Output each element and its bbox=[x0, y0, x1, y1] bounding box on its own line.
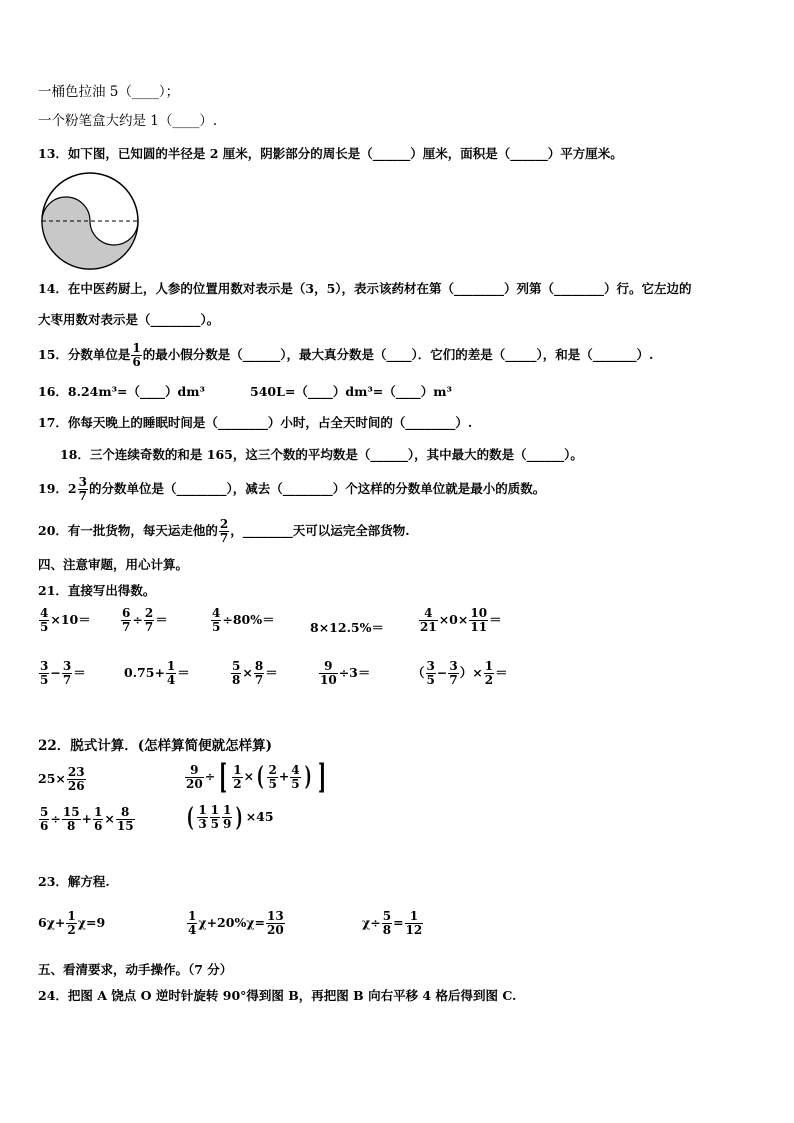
numerator: 1 bbox=[198, 803, 207, 817]
numerator: 23 bbox=[67, 765, 85, 779]
numerator: 3 bbox=[449, 659, 458, 673]
expr-mid: χ+20%χ= bbox=[198, 915, 266, 930]
q21-item-10 bbox=[412, 660, 508, 687]
q19-prefix: 19．2 bbox=[38, 481, 77, 496]
fraction bbox=[254, 660, 264, 687]
operator: ×0× bbox=[438, 612, 469, 627]
fraction bbox=[39, 660, 49, 687]
q22-expr-c bbox=[38, 806, 136, 833]
numerator: 10 bbox=[470, 606, 488, 620]
fraction bbox=[266, 910, 285, 937]
fraction bbox=[67, 766, 86, 793]
numerator: 4 bbox=[291, 762, 300, 777]
expr-text: 8×12.5%＝ bbox=[310, 620, 384, 635]
expr-text: ÷3＝ bbox=[338, 665, 371, 680]
fraction bbox=[419, 607, 438, 634]
fraction bbox=[93, 806, 103, 833]
fraction bbox=[210, 804, 220, 831]
expr-text: ＝ bbox=[495, 665, 508, 680]
left-paren: ( bbox=[186, 802, 194, 833]
numerator: 3 bbox=[62, 659, 72, 673]
q20-prefix: 20．有一批货物，每天运走他的 bbox=[38, 523, 218, 538]
expr-text: ＝ bbox=[155, 612, 168, 627]
numerator: 5 bbox=[382, 909, 392, 923]
q21-item-5 bbox=[418, 607, 502, 634]
operator: ÷ bbox=[204, 768, 216, 784]
denominator: 20 bbox=[186, 776, 203, 791]
denominator: 4 bbox=[188, 923, 197, 937]
denominator: 5 bbox=[268, 776, 277, 791]
denominator: 3 bbox=[198, 817, 207, 831]
fraction bbox=[121, 607, 131, 634]
numerator: 1 bbox=[223, 803, 232, 817]
expr-prefix: 6χ+ bbox=[38, 915, 66, 930]
operator: ÷ bbox=[132, 612, 143, 627]
q21-item-6 bbox=[38, 660, 86, 687]
fraction bbox=[62, 806, 81, 833]
question-15 bbox=[38, 342, 653, 369]
operator: × bbox=[242, 665, 253, 680]
numerator: 4 bbox=[40, 606, 49, 620]
numerator: 4 bbox=[419, 607, 438, 621]
question-19 bbox=[38, 476, 545, 503]
numerator: 1 bbox=[166, 659, 176, 673]
numerator: 3 bbox=[426, 659, 435, 673]
numerator: 2 bbox=[144, 606, 154, 620]
denominator: 5 bbox=[426, 673, 435, 687]
numerator: 13 bbox=[267, 909, 284, 923]
q21-item-4 bbox=[310, 618, 384, 636]
fraction bbox=[39, 607, 49, 634]
numerator: 3 bbox=[78, 475, 87, 489]
denominator: 6 bbox=[40, 819, 49, 833]
q21-item-9 bbox=[318, 660, 370, 687]
numerator: 1 bbox=[210, 803, 220, 817]
numerator: 1 bbox=[484, 659, 494, 673]
question-17: 17．你每天晚上的睡眠时间是（________）小时，占全天时间的（________）. bbox=[38, 415, 473, 430]
q21-item-8 bbox=[230, 660, 278, 687]
expr-prefix: 0.75+ bbox=[124, 665, 165, 680]
numerator: 5 bbox=[40, 805, 49, 819]
denominator: 4 bbox=[166, 673, 176, 687]
q23-equation-3 bbox=[362, 910, 424, 937]
fraction bbox=[66, 910, 76, 937]
numerator: 9 bbox=[319, 660, 338, 674]
denominator: 20 bbox=[267, 923, 284, 937]
expr-prefix: （ bbox=[412, 665, 425, 680]
expr-text: ＝ bbox=[177, 665, 190, 680]
denominator: 7 bbox=[122, 620, 131, 634]
denominator: 2 bbox=[484, 673, 494, 687]
right-paren: ) bbox=[304, 762, 312, 792]
denominator: 11 bbox=[470, 620, 488, 634]
numerator: 1 bbox=[94, 805, 103, 819]
question-14: 14．在中医药厨上，人参的位置用数对表示是（3，5），表示该药材在第（________）列第（________）行。它左边的 bbox=[38, 281, 692, 296]
expr-suffix: χ=9 bbox=[77, 915, 106, 930]
q19-suffix: 的分数单位是（________），减去（________）个这样的分数单位就是最小的质数。 bbox=[88, 481, 546, 496]
numerator: 1 bbox=[233, 762, 242, 777]
denominator: 5 bbox=[212, 620, 221, 634]
fraction bbox=[231, 660, 241, 687]
denominator: 2 bbox=[233, 776, 242, 791]
fraction bbox=[222, 804, 232, 831]
fraction bbox=[197, 804, 207, 831]
numerator: 6 bbox=[122, 606, 131, 620]
q21-item-7 bbox=[124, 660, 190, 687]
fraction bbox=[185, 764, 204, 791]
fraction bbox=[232, 764, 242, 791]
denominator: 15 bbox=[116, 819, 134, 833]
left-paren: ( bbox=[256, 762, 264, 792]
q22-expr-a bbox=[38, 766, 87, 793]
fraction bbox=[78, 476, 88, 503]
fraction bbox=[39, 806, 49, 833]
numerator: 5 bbox=[232, 659, 241, 673]
numerator: 4 bbox=[212, 606, 221, 620]
fraction bbox=[469, 607, 488, 634]
denominator: 10 bbox=[320, 673, 337, 687]
denominator: 8 bbox=[382, 923, 392, 937]
numerator: 8 bbox=[116, 806, 135, 820]
fraction bbox=[382, 910, 392, 937]
denominator: 7 bbox=[144, 620, 154, 634]
denominator: 6 bbox=[94, 819, 103, 833]
denominator: 2 bbox=[67, 923, 76, 937]
fraction bbox=[131, 342, 141, 369]
operator: × bbox=[243, 768, 255, 784]
line-oil: 一桶色拉油 5（____）； bbox=[38, 84, 180, 100]
denominator: 26 bbox=[67, 779, 85, 793]
expr-prefix: 25× bbox=[38, 771, 66, 786]
question-21: 21．直接写出得数。 bbox=[38, 583, 156, 598]
denominator: 8 bbox=[232, 673, 241, 687]
q15-prefix: 15．分数单位是 bbox=[38, 347, 131, 362]
fraction bbox=[426, 660, 436, 687]
question-13: 13．如下图，已知圆的半径是 2 厘米，阴影部分的周长是（______）厘米，面积是（______）平方厘米。 bbox=[38, 146, 623, 161]
q21-item-2 bbox=[120, 607, 168, 634]
right-bracket: ] bbox=[317, 757, 327, 797]
operator: + bbox=[81, 811, 93, 826]
numerator: 15 bbox=[62, 805, 80, 819]
question-14-cont: 大枣用数对表示是（________）。 bbox=[38, 312, 220, 327]
fraction bbox=[484, 660, 494, 687]
denominator: 7 bbox=[254, 673, 264, 687]
expr-text: ×10＝ bbox=[50, 612, 91, 627]
numerator: 1 bbox=[67, 909, 76, 923]
q15-suffix: 的最小假分数是（______），最大真分数是（____）．它们的差是（_____），和是（_______）. bbox=[142, 347, 654, 362]
section-5-heading: 五、看清要求，动手操作。（7 分） bbox=[38, 962, 233, 977]
fraction bbox=[62, 660, 72, 687]
question-16-part2: 540L=（____）dm³=（____）m³ bbox=[250, 384, 452, 399]
numerator: 3 bbox=[40, 659, 49, 673]
q22-expr-d bbox=[184, 804, 274, 831]
circle-figure bbox=[38, 172, 142, 272]
fraction bbox=[211, 607, 221, 634]
q23-equation-2 bbox=[186, 910, 286, 937]
numerator: 1 bbox=[405, 910, 424, 924]
q23-equation-1 bbox=[38, 910, 105, 937]
fraction bbox=[166, 660, 176, 687]
expr-text: ＝ bbox=[489, 612, 502, 627]
denominator: 21 bbox=[420, 620, 437, 634]
question-22: 22．脱式计算．(怎样算简便就怎样算) bbox=[38, 738, 273, 754]
fraction bbox=[319, 660, 338, 687]
fraction bbox=[219, 518, 229, 545]
denominator: 7 bbox=[449, 673, 458, 687]
fraction bbox=[116, 806, 135, 833]
expr-text: ＝ bbox=[265, 665, 278, 680]
denominator: 6 bbox=[132, 355, 141, 369]
operator: × bbox=[104, 811, 115, 826]
question-23: 23．解方程. bbox=[38, 874, 110, 889]
question-24: 24．把图 A 饶点 O 逆时针旋转 90°得到图 B，再把图 B 向右平移 4 格后得到图 C. bbox=[38, 988, 517, 1003]
q21-item-1 bbox=[38, 607, 91, 634]
fraction bbox=[267, 764, 277, 791]
numerator: 2 bbox=[219, 517, 229, 531]
expr-text: ＝ bbox=[73, 665, 86, 680]
fraction bbox=[187, 910, 197, 937]
operator: ÷ bbox=[50, 811, 61, 826]
left-bracket: [ bbox=[219, 757, 228, 797]
line-chalk-box: 一个粉笔盒大约是 1（____）. bbox=[38, 113, 218, 129]
denominator: 5 bbox=[40, 673, 49, 687]
numerator: 1 bbox=[132, 341, 141, 355]
numerator: 2 bbox=[268, 762, 277, 777]
q20-suffix: ，________天可以运完全部货物. bbox=[230, 523, 410, 538]
expr-text: ÷80%＝ bbox=[222, 612, 275, 627]
question-16: 16．8.24m³=（____）dm³ bbox=[38, 384, 205, 399]
right-paren: ) bbox=[236, 802, 243, 833]
fraction bbox=[144, 607, 154, 634]
operator: − bbox=[436, 665, 448, 680]
q21-item-3 bbox=[210, 607, 275, 634]
q22-expr-b bbox=[184, 757, 330, 797]
fraction bbox=[405, 910, 424, 937]
question-20 bbox=[38, 518, 410, 545]
operator: + bbox=[278, 768, 290, 784]
denominator: 7 bbox=[78, 489, 87, 503]
denominator: 5 bbox=[291, 776, 300, 791]
expr-mid: = bbox=[393, 915, 404, 930]
expr-suffix: ×45 bbox=[245, 809, 274, 824]
denominator: 7 bbox=[62, 673, 72, 687]
denominator: 12 bbox=[405, 923, 423, 937]
fraction bbox=[448, 660, 458, 687]
expr-prefix: χ÷ bbox=[362, 915, 381, 930]
denominator: 7 bbox=[219, 531, 229, 545]
denominator: 5 bbox=[40, 620, 49, 634]
expr-mid: ）× bbox=[459, 665, 483, 680]
numerator: 8 bbox=[254, 659, 264, 673]
denominator: 9 bbox=[223, 817, 232, 831]
numerator: 9 bbox=[185, 764, 204, 778]
numerator: 1 bbox=[188, 909, 197, 923]
section-4-heading: 四、注意审题，用心计算。 bbox=[38, 557, 189, 572]
question-18: 18．三个连续奇数的和是 165，这三个数的平均数是（______），其中最大的数是（______）。 bbox=[60, 447, 583, 462]
fraction bbox=[290, 764, 300, 791]
operator: − bbox=[50, 665, 61, 680]
denominator: 5 bbox=[210, 817, 220, 831]
denominator: 8 bbox=[67, 819, 76, 833]
